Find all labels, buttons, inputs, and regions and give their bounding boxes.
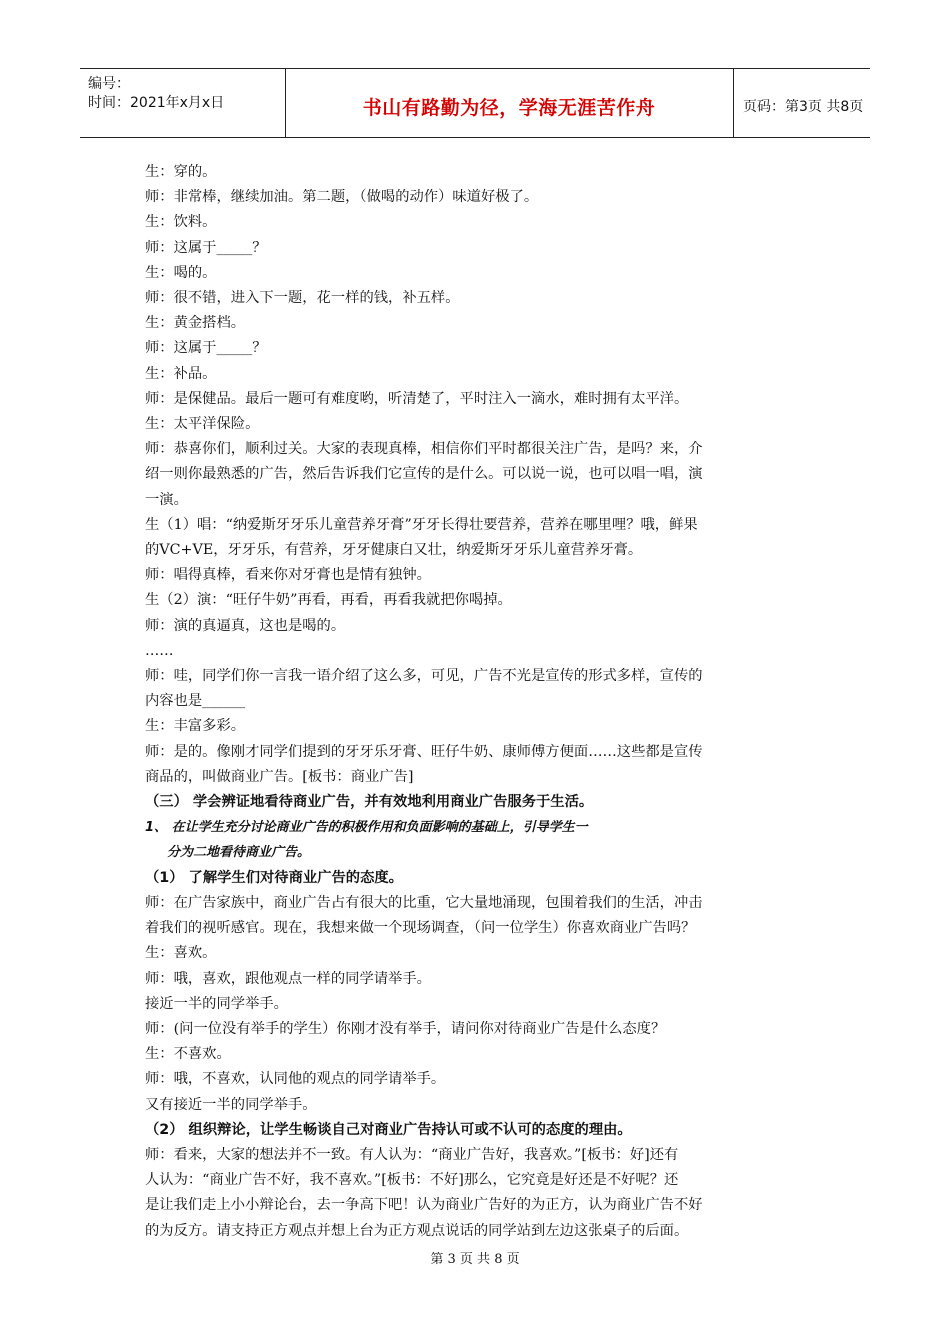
- text-line: 生：补品。: [145, 365, 217, 382]
- text-line: 接近一半的同学举手。: [145, 995, 288, 1012]
- header-page-cell: [733, 69, 870, 137]
- text-line: 生：喜欢。: [145, 945, 217, 962]
- text-line: 师：哦，不喜欢，认同他的观点的同学请举手。: [145, 1071, 446, 1088]
- text-line: 师：在广告家族中，商业广告占有很大的比重，它大量地涌现，包围着我们的生活，冲击: [145, 894, 703, 911]
- header-motto-cell: [285, 69, 734, 137]
- text-line: 生（2）演：“旺仔牛奶”再看，再看，再看我就把你喝掉。: [145, 592, 512, 609]
- text-line: 生（1）唱：“纳爱斯牙牙乐儿童营养牙膏”牙牙长得壮要营养，营养在哪里哩？哦，鲜果: [145, 516, 698, 533]
- text-line: 师：恭喜你们，顺利过关。大家的表现真棒，相信你们平时都很关注广告，是吗？来，介: [145, 441, 703, 458]
- text-line: 生：喝的。: [145, 264, 217, 281]
- text-line: 是让我们走上小小辩论台，去一争高下吧！认为商业广告好的为正方，认为商业广告不好: [145, 1197, 703, 1214]
- document-body: [145, 160, 810, 1244]
- header-page-info: 页码：第3页 共8页: [743, 99, 864, 115]
- text-line: 一演。: [145, 491, 188, 508]
- text-line: 的为反方。请支持正方观点并想上台为正方观点说话的同学站到左边这张桌子的后面。: [145, 1222, 689, 1239]
- text-line: （1） 了解学生们对待商业广告的态度。: [145, 869, 403, 886]
- text-line: 生：黄金搭档。: [145, 315, 246, 332]
- text-line: 又有接近一半的同学举手。: [145, 1096, 317, 1113]
- text-line: 生：穿的。: [145, 164, 217, 180]
- text-line: 分为二地看待商业广告。: [167, 845, 311, 861]
- text-line: 着我们的视听感官。现在，我想来做一个现场调查，（问一位学生）你喜欢商业广告吗？: [145, 920, 696, 937]
- text-line: 生：饮料。: [145, 214, 217, 231]
- text-line: 内容也是______: [145, 693, 246, 710]
- text-line: 师：演的真逼真，这也是喝的。: [145, 617, 346, 634]
- text-line: 绍一则你最熟悉的广告，然后告诉我们它宣传的是什么。可以说一说，也可以唱一唱，演: [145, 466, 703, 483]
- text-line: 商品的，叫做商业广告。[板书：商业广告]: [145, 768, 414, 785]
- text-line: 的VC+VE，牙牙乐，有营养，牙牙健康白又壮，纳爱斯牙牙乐儿童营养牙膏。: [145, 542, 643, 559]
- document-number-label: 编号：: [88, 76, 130, 92]
- text-line: 师：非常棒，继续加油。第二题，（做喝的动作）味道好极了。: [145, 189, 539, 206]
- text-line: 1、 在让学生充分讨论商业广告的积极作用和负面影响的基础上，引导学生一: [145, 820, 588, 836]
- text-line: 师：这属于_____？: [145, 340, 267, 357]
- text-line: 人认为：“商业广告不好，我不喜欢。”[板书：不好]那么，它究竟是好还是不好呢？还: [145, 1172, 679, 1189]
- text-line: 师：哦，喜欢，跟他观点一样的同学请举手。: [145, 970, 431, 987]
- text-line: 师：哇，同学们你一言我一语介绍了这么多，可见，广告不光是宣传的形式多样，宣传的: [145, 668, 703, 685]
- text-line: 师：是保健品。最后一题可有难度哟，听清楚了，平时注入一滴水，难时拥有太平洋。: [145, 390, 689, 407]
- text-line: 师：这属于_____？: [145, 239, 267, 256]
- page-footer: 第 3 页 共 8 页: [430, 1252, 520, 1267]
- document-date-label: 时间：2021年x月x日: [88, 95, 225, 111]
- text-line: 生：不喜欢。: [145, 1046, 231, 1063]
- text-line: 师：看来，大家的想法并不一致。有人认为：“商业广告好，我喜欢。”[板书：好]还有: [145, 1146, 679, 1163]
- text-line: 生：丰富多彩。: [145, 718, 246, 735]
- page-header: [80, 68, 870, 138]
- text-line: 师：是的。像刚才同学们提到的牙牙乐牙膏、旺仔牛奶、康师傅方便面……这些都是宣传: [145, 743, 703, 760]
- header-left-cell: [80, 69, 286, 137]
- header-motto: 书山有路勤为径，学海无涯苦作舟: [362, 97, 656, 119]
- text-line: 师：很不错，进入下一题，花一样的钱，补五样。: [145, 290, 460, 307]
- text-line: 师：唱得真棒，看来你对牙膏也是情有独钟。: [145, 567, 431, 584]
- text-line: 生：太平洋保险。: [145, 416, 260, 433]
- text-line: ……: [145, 642, 174, 659]
- text-line: （三） 学会辨证地看待商业广告，并有效地利用商业广告服务于生活。: [145, 794, 594, 811]
- text-line: （2） 组织辩论，让学生畅谈自己对商业广告持认可或不认可的态度的理由。: [145, 1121, 632, 1138]
- text-line: 师：(问一位没有举手的学生）你刚才没有举手，请问你对待商业广告是什么态度？: [145, 1020, 666, 1037]
